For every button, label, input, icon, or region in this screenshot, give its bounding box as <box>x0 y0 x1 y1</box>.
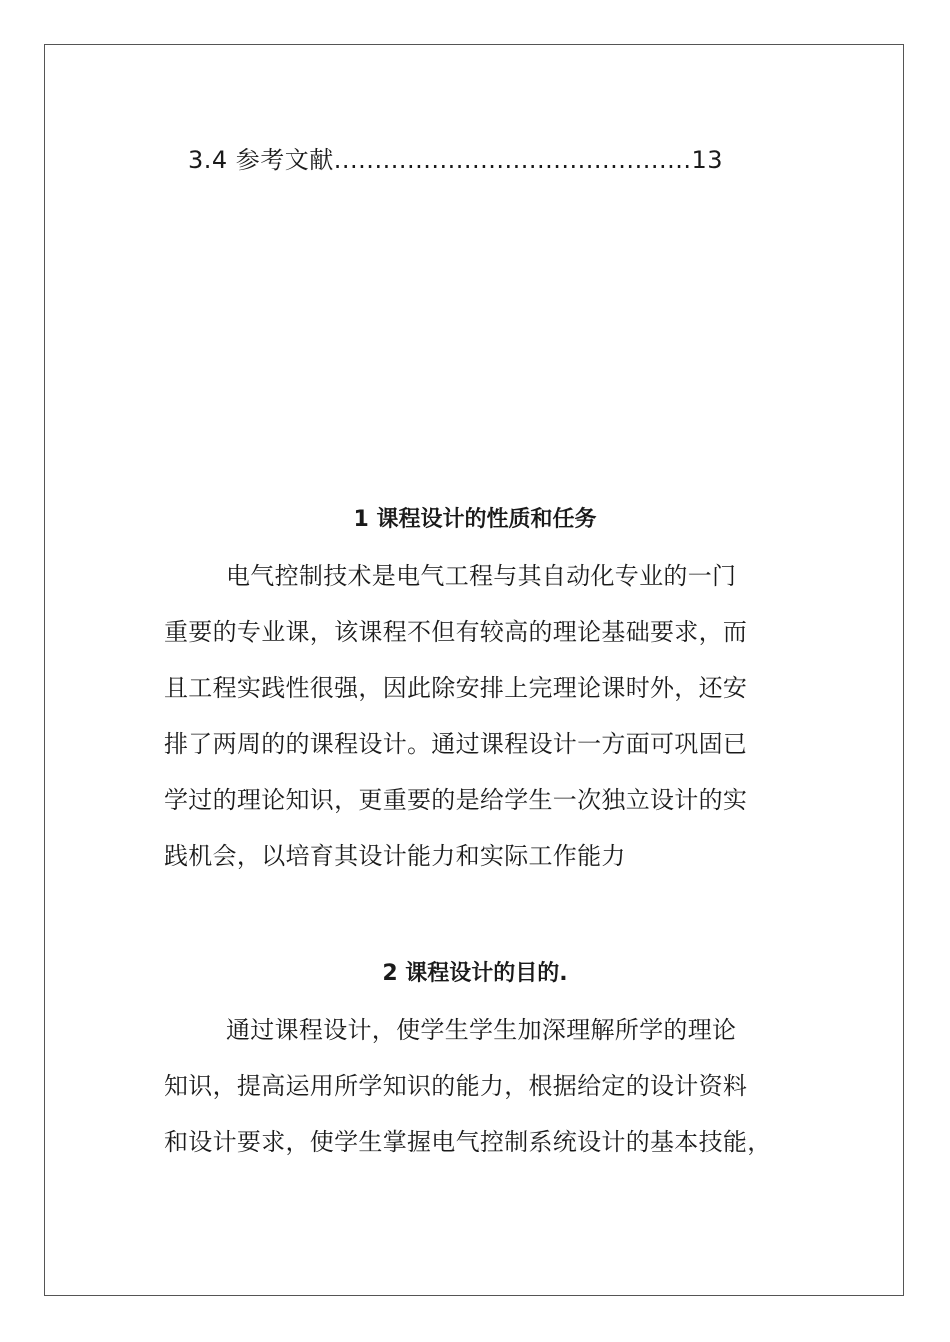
section-1-heading: 1 课程设计的性质和任务 <box>353 507 597 532</box>
toc-entry-references[interactable]: 3.4 参考文献............................................13 <box>188 146 724 174</box>
section-1-line: 践机会，以培育其设计能力和实际工作能力 <box>164 842 626 870</box>
section-2-heading: 2 课程设计的目的. <box>382 961 568 986</box>
section-2-line: 知识，提高运用所学知识的能力，根据给定的设计资料 <box>164 1072 748 1100</box>
section-2-line: 和设计要求，使学生掌握电气控制系统设计的基本技能， <box>164 1128 772 1156</box>
section-1-line: 学过的理论知识，更重要的是给学生一次独立设计的实 <box>164 786 748 814</box>
section-1-line: 且工程实践性很强，因此除安排上完理论课时外，还安 <box>164 674 748 702</box>
section-2-line: 通过课程设计，使学生学生加深理解所学的理论 <box>226 1016 737 1044</box>
section-1-line: 排了两周的的课程设计。通过课程设计一方面可巩固已 <box>164 730 748 758</box>
section-1-line: 电气控制技术是电气工程与其自动化专业的一门 <box>226 562 737 590</box>
section-1-line: 重要的专业课，该课程不但有较高的理论基础要求，而 <box>164 618 748 646</box>
